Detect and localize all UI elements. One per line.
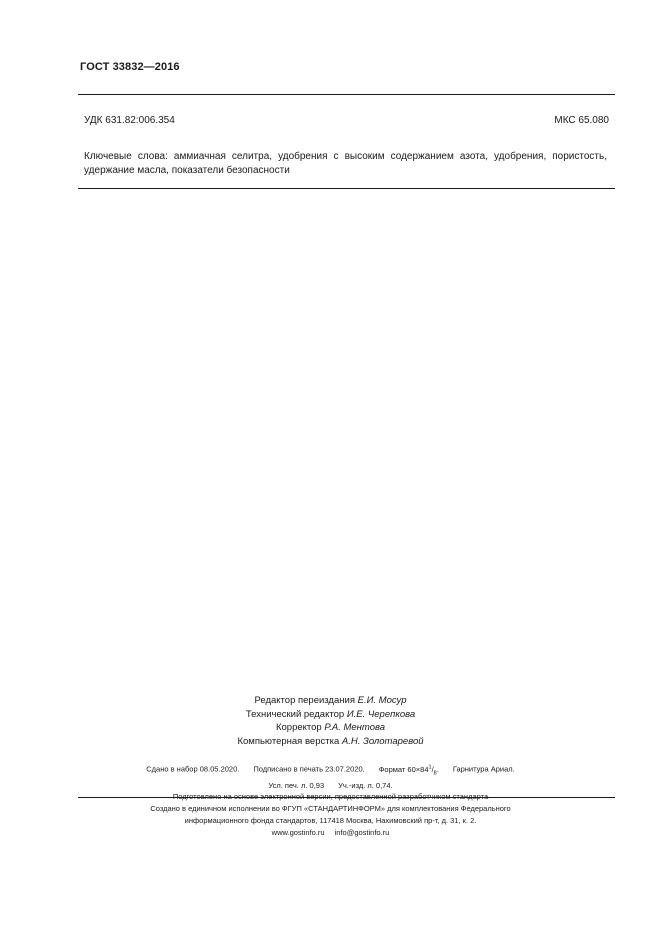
- email-link[interactable]: info@gostinfo.ru: [334, 828, 390, 837]
- footer-line-1: Создано в единичном исполнении во ФГУП «СТАНДАРТИНФОРМ» для комплектования Федерального: [150, 804, 511, 813]
- credit-line-layout: [0, 735, 661, 749]
- signed-date: Подписано в печать 23.07.2020.: [253, 764, 365, 774]
- website-link[interactable]: www.gostinfo.ru: [271, 828, 325, 837]
- credit-role: Редактор переиздания: [254, 695, 355, 706]
- typeface: Гарнитура Ариал.: [452, 764, 515, 774]
- footer-divider: [78, 797, 615, 798]
- print-info-line-1: [0, 762, 661, 780]
- publisher-sheets: Уч.-изд. л. 0,74.: [338, 780, 393, 790]
- paper-format: Формат $60\times 84^1/_8$.: [378, 764, 439, 776]
- keywords-divider: [78, 188, 615, 189]
- credit-name: Е.И. Мосур: [357, 695, 407, 706]
- credits-block: [0, 694, 661, 748]
- top-divider: [78, 94, 615, 95]
- credit-line-proofreader: [0, 721, 661, 735]
- print-info-line-2: [0, 780, 661, 792]
- credit-line-editor: [0, 694, 661, 708]
- credit-role: Технический редактор: [245, 708, 345, 720]
- print-sheets: Усл. печ. л. 0,93: [268, 780, 325, 790]
- standard-number: ГОСТ 33832—2016: [80, 61, 180, 73]
- footer-block: [0, 803, 661, 839]
- credit-role: Корректор: [275, 722, 322, 733]
- credit-name: Р.А. Ментова: [324, 722, 386, 733]
- mks-code: МКС 65.080: [554, 115, 609, 126]
- credit-name: А.Н. Золотаревой: [341, 735, 424, 747]
- submitted-date: Сдано в набор 08.05.2020.: [146, 764, 240, 774]
- credit-name: И.Е. Черепкова: [346, 708, 416, 720]
- footer-line-2: информационного фонда стандартов, 117418 Москва, Нахимовский пр-т, д. 31, к. 2.: [184, 816, 477, 825]
- keywords-text: Ключевые слова: аммиачная селитра, удобрения с высоким содержанием азота, удобрения, пористость, удержание масла, показатели безопасности: [84, 151, 607, 176]
- credit-role: Компьютерная верстка: [237, 735, 340, 747]
- udk-code: УДК 631.82:006.354: [84, 115, 175, 126]
- credit-line-tech-editor: [0, 708, 661, 722]
- footer-contacts: [0, 827, 661, 839]
